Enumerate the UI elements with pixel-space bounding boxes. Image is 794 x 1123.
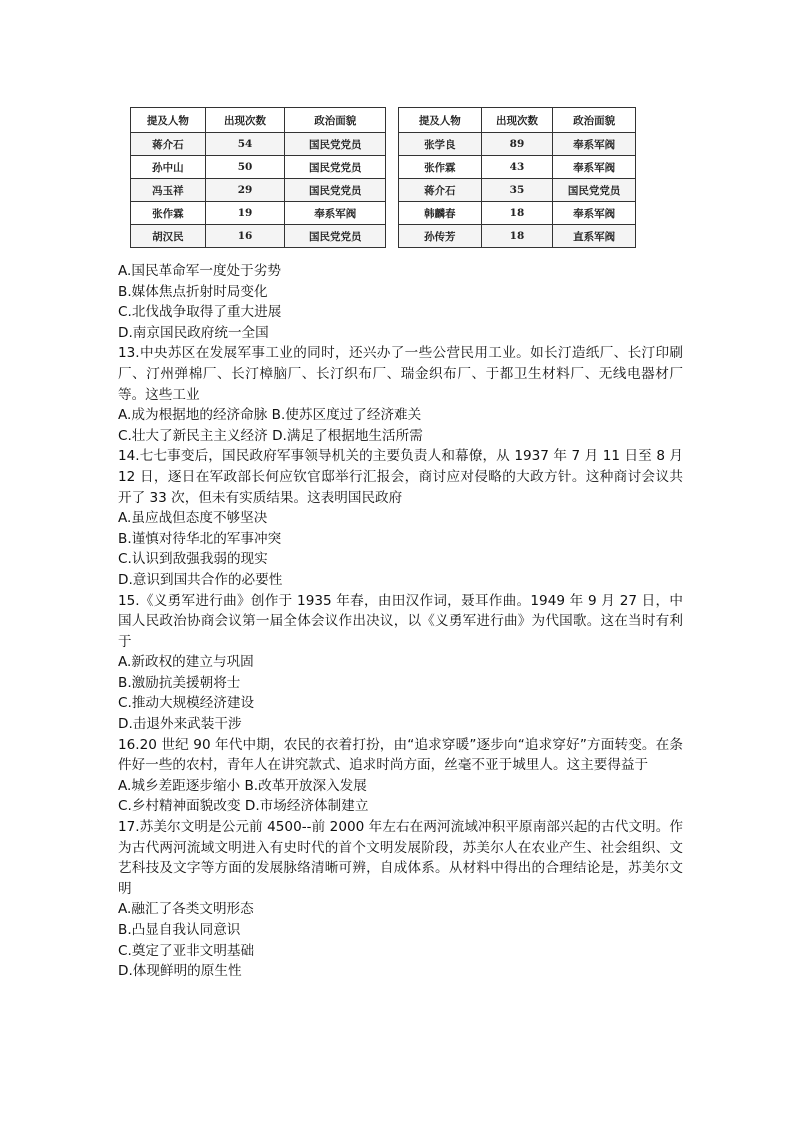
option-line: C.北伐战争取得了重大进展 (118, 304, 282, 321)
table-cell: 冯玉祥 (131, 179, 206, 202)
table-cell: 国民党党员 (553, 179, 636, 202)
table-cell: 奉系军阀 (285, 202, 386, 225)
question-15 (118, 591, 683, 735)
table-row (399, 179, 636, 202)
table-cell: 18 (481, 225, 553, 248)
header-cell: 政治面貌 (553, 108, 636, 133)
table-cell: 韩麟春 (399, 202, 482, 225)
table-cell: 16 (205, 225, 285, 248)
question-stem: 14.七七事变后，国民政府军事领导机关的主要负责人和幕僚，从 1937 年 7 月 11 日至 8 月 12 日，逐日在军政部长何应钦官邸举行汇报会，商讨应对侵略的大政方针。这种商讨会议共开了 33 次，但未有实质结果。这表明国民政府 (118, 448, 683, 506)
table-cell: 29 (205, 179, 285, 202)
table-cell: 孙中山 (131, 156, 206, 179)
option-line: B.凸显自我认同意识 (118, 922, 241, 938)
header-cell: 出现次数 (205, 108, 285, 133)
table-cell: 54 (205, 133, 285, 156)
question-13 (118, 343, 683, 446)
table-cell: 国民党党员 (285, 133, 386, 156)
option-line: C.乡村精神面貌改变 D.市场经济体制建立 (118, 798, 369, 815)
table-row (399, 156, 636, 179)
question-stem: 16.20 世纪 90 年代中期，农民的衣着打扮，由“追求穿暖”逐步向“追求穿好”方面转变。在条件好一些的农村，青年人在讲究款式、追求时尚方面，丝毫不亚于城里人。这主要得益于 (118, 736, 683, 774)
table-cell: 50 (205, 156, 285, 179)
option-line: A.新政权的建立与巩固 (118, 654, 254, 671)
table-row (131, 179, 386, 202)
table-left (130, 107, 386, 248)
table-cell: 孙传芳 (399, 225, 482, 248)
table-row (131, 225, 386, 248)
option-line: C.奠定了亚非文明基础 (118, 942, 255, 959)
option-line: A.虽应战但态度不够坚决 (118, 510, 268, 527)
table-cell: 奉系军阀 (553, 156, 636, 179)
header-cell: 提及人物 (399, 108, 482, 133)
header-cell: 出现次数 (481, 108, 553, 133)
table-cell: 国民党党员 (285, 225, 386, 248)
option-line: B.媒体焦点折射时局变化 (118, 283, 268, 300)
table-cell: 国民党党员 (285, 179, 386, 202)
table-cell: 蒋介石 (399, 179, 482, 202)
option-line: A.城乡差距逐步缩小 B.改革开放深入发展 (118, 777, 367, 794)
option-line: B.激励抗美援朝将士 (118, 674, 241, 691)
table-cell: 张作霖 (399, 156, 482, 179)
table-cell: 蒋介石 (131, 133, 206, 156)
option-line: A.融汇了各类文明形态 (118, 901, 254, 918)
table-cell: 19 (205, 202, 285, 225)
table-cell: 张作霖 (131, 202, 206, 225)
table-cell: 张学良 (399, 133, 482, 156)
question-stem: 15.《义勇军进行曲》创作于 1935 年春，由田汉作词，聂耳作曲。1949 年 9 月 27 日，中国人民政治协商会议第一届全体会议作出决议，以《义勇军进行曲》为代国歌。这在当时有利于 (118, 592, 683, 650)
table-row (399, 133, 636, 156)
table-cell: 胡汉民 (131, 225, 206, 248)
option-line: D.意识到国共合作的必要性 (118, 571, 283, 588)
table-right (398, 107, 636, 248)
option-line: D.体现鲜明的原生性 (118, 963, 242, 980)
option-line: A.国民革命军一度处于劣势 (118, 263, 281, 279)
question-stem: 13.中央苏区在发展军事工业的同时，还兴办了一些公营民用工业。如长汀造纸厂、长汀印刷厂、汀州弹棉厂、长汀樟脑厂、长汀织布厂、瑞金织布厂、于都卫生材料厂、无线电器材厂等。这些工业 (118, 345, 683, 403)
table-row (131, 202, 386, 225)
table-header-row (399, 108, 636, 133)
table-row (131, 133, 386, 156)
option-line: D.南京国民政府统一全国 (118, 324, 269, 341)
option-line: C.壮大了新民主主义经济 D.满足了根据地生活所需 (118, 427, 423, 444)
header-cell: 提及人物 (131, 108, 206, 133)
option-line: D.击退外来武装干涉 (118, 716, 242, 733)
question-14 (118, 446, 683, 590)
table-cell: 奉系军阀 (553, 133, 636, 156)
table-row (399, 202, 636, 225)
table-row (399, 225, 636, 248)
table-row (131, 156, 386, 179)
table-cell: 18 (481, 202, 553, 225)
table-header-row (131, 108, 386, 133)
question-17 (118, 817, 683, 982)
header-cell: 政治面貌 (285, 108, 386, 133)
table-cell: 89 (481, 133, 553, 156)
option-line: C.推动大规模经济建设 (118, 695, 255, 712)
question-content (118, 261, 683, 982)
question-16 (118, 735, 683, 817)
table-cell: 43 (481, 156, 553, 179)
question-12-options (118, 261, 683, 343)
table-cell: 直系军阀 (553, 225, 636, 248)
option-line: A.成为根据地的经济命脉 B.使苏区度过了经济难关 (118, 407, 422, 424)
table-cell: 奉系军阀 (553, 202, 636, 225)
table-cell: 国民党党员 (285, 156, 386, 179)
option-line: C.认识到敌强我弱的现实 (118, 551, 268, 568)
option-line: B.谨慎对待华北的军事冲突 (118, 530, 282, 547)
table-cell: 35 (481, 179, 553, 202)
question-stem: 17.苏美尔文明是公元前 4500--前 2000 年左右在两河流域冲积平原南部兴起的古代文明。作为古代两河流域文明进入有史时代的首个文明发展阶段，苏美尔人在农业产生、社会组织、文艺科技及文字等方面的发展脉络清晰可辨，自成体系。从材料中得出的合理结论是，苏美尔文明 (118, 819, 683, 897)
